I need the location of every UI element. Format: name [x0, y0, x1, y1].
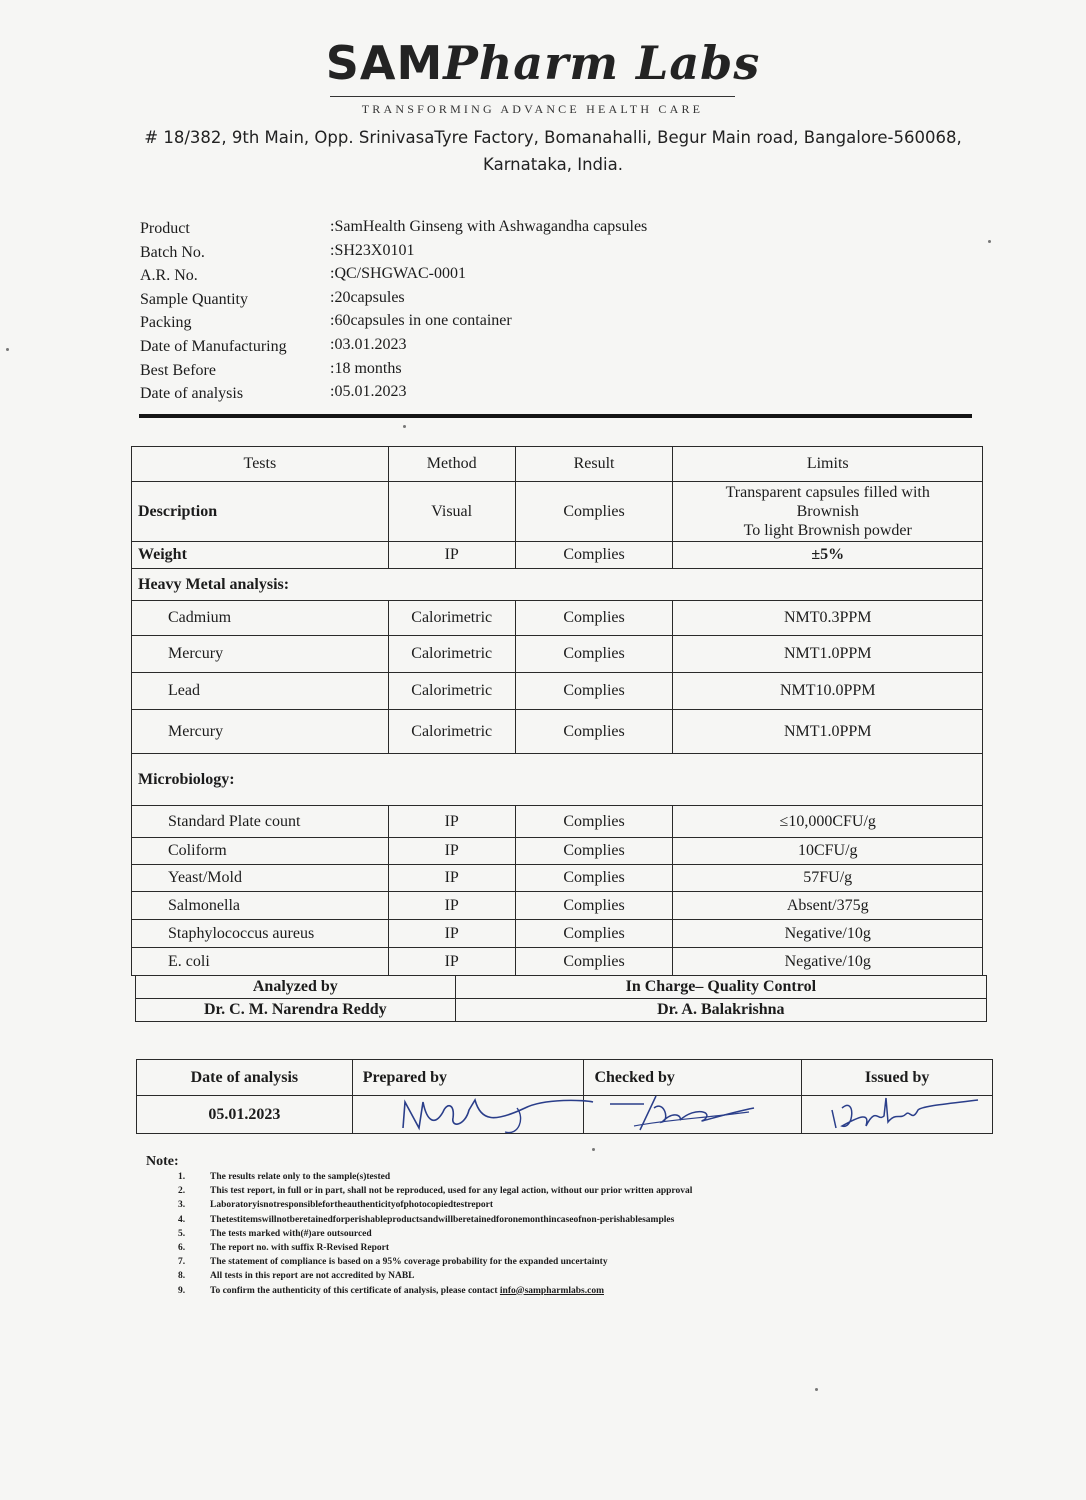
note-item: [146, 1172, 391, 1186]
section-divider: [139, 414, 972, 418]
test-limit: [673, 482, 983, 542]
test-method: IP: [388, 806, 515, 838]
signoff-label-row: [136, 976, 987, 999]
test-name: Staphylococcus aureus: [132, 920, 389, 948]
table-row: [132, 838, 983, 865]
info-label: Date of analysis: [140, 385, 244, 403]
microbiology-section-title: Microbiology:: [132, 754, 983, 806]
scan-speck: [592, 1148, 595, 1151]
test-result: Complies: [515, 892, 673, 920]
scan-speck: [988, 240, 991, 243]
test-name: Coliform: [132, 838, 389, 865]
header-tests: Tests: [132, 447, 389, 482]
test-method: Calorimetric: [388, 601, 515, 636]
prepared-by-signature: [395, 1092, 595, 1140]
info-value: :03.01.2023: [330, 335, 407, 353]
test-limit: 57FU/g: [673, 865, 983, 892]
address-line-2: Karnataka, India.: [483, 155, 623, 174]
test-method: IP: [388, 920, 515, 948]
test-limit: Absent/375g: [673, 892, 983, 920]
tagline-divider: [330, 96, 735, 97]
test-limit: Negative/10g: [673, 920, 983, 948]
note-item: [146, 1186, 693, 1200]
test-method: IP: [388, 838, 515, 865]
info-label: Best Before: [140, 361, 216, 379]
scan-speck: [6, 348, 9, 351]
table-row: [132, 542, 983, 569]
scan-speck: [403, 425, 406, 428]
note-number: 5.: [178, 1228, 186, 1239]
table-row: [132, 920, 983, 948]
heavy-metal-section-title: Heavy Metal analysis:: [132, 569, 983, 601]
test-result: Complies: [515, 806, 673, 838]
table-row: [132, 601, 983, 636]
table-row: [132, 710, 983, 754]
signoff-table: [135, 975, 987, 1022]
test-result: Complies: [515, 710, 673, 754]
note-text: The statement of compliance is based on a 95% coverage probability for the expanded uncertainty: [210, 1257, 608, 1268]
incharge-label: In Charge– Quality Control: [455, 976, 986, 999]
note-text: The tests marked with(#)are outsourced: [210, 1228, 372, 1239]
note-text: [210, 1286, 604, 1296]
test-method: Calorimetric: [388, 636, 515, 673]
date-of-analysis-label: Date of analysis: [137, 1060, 353, 1096]
header-result: Result: [515, 447, 673, 482]
test-result: Complies: [515, 636, 673, 673]
test-limit: NMT0.3PPM: [673, 601, 983, 636]
checked-by-signature: [604, 1090, 764, 1136]
test-method: IP: [388, 948, 515, 976]
test-name: Description: [132, 482, 389, 542]
note-item: [146, 1214, 675, 1229]
test-limit: NMT10.0PPM: [673, 673, 983, 710]
test-method: IP: [388, 865, 515, 892]
note-item: [146, 1285, 604, 1300]
table-row: [132, 673, 983, 710]
test-name: Salmonella: [132, 892, 389, 920]
note-number: 9.: [178, 1285, 186, 1296]
limit-line: To light Brownish powder: [743, 522, 912, 539]
note-text: This test report, in full or in part, shall not be reproduced, used for any legal action, without our prior written approval: [210, 1186, 693, 1197]
logo-bold-text: SAM: [325, 36, 444, 90]
test-limit: ±5%: [673, 542, 983, 569]
test-result: Complies: [515, 542, 673, 569]
test-result: Complies: [515, 601, 673, 636]
logo-script-text: Pharm Labs: [443, 36, 761, 90]
note-number: 3.: [178, 1200, 186, 1211]
header-limits: Limits: [673, 447, 983, 482]
test-name: Mercury: [132, 636, 389, 673]
note-item: [146, 1200, 494, 1214]
test-name: Weight: [132, 542, 389, 569]
table-row: [132, 948, 983, 976]
info-label: Date of Manufacturing: [140, 337, 287, 355]
test-name: Yeast/Mold: [132, 865, 389, 892]
note-item: [146, 1257, 608, 1271]
test-limit: Negative/10g: [673, 948, 983, 976]
test-method: Calorimetric: [388, 673, 515, 710]
table-row: [132, 482, 983, 542]
table-row: [132, 892, 983, 920]
checked-by-label: Checked by: [584, 1060, 802, 1096]
test-method: IP: [388, 542, 515, 569]
test-method: Visual: [388, 482, 515, 542]
test-limit: ≤10,000CFU/g: [673, 806, 983, 838]
analyzed-by-label: Analyzed by: [136, 976, 456, 999]
test-name: Mercury: [132, 710, 389, 754]
note-text: The report no. with suffix R-Revised Report: [210, 1242, 389, 1253]
test-name: Standard Plate count: [132, 806, 389, 838]
note-text: Thetestitemswillnotberetainedforperishableproductsandwillberetainedforonemonthincaseofnon-perishablesamples: [210, 1214, 675, 1225]
info-label: Sample Quantity: [140, 290, 248, 308]
issued-by-label: Issued by: [802, 1060, 993, 1096]
info-value: :20capsules: [330, 288, 405, 306]
limit-line: Brownish: [796, 503, 859, 520]
scan-speck: [815, 1388, 818, 1391]
note-text: Laboratoryisnotresponsiblefortheauthenticityofphotocopiedtestreport: [210, 1200, 494, 1211]
test-method: Calorimetric: [388, 710, 515, 754]
company-address: [120, 124, 986, 178]
test-name: E. coli: [132, 948, 389, 976]
note-text: The results relate only to the sample(s)tested: [210, 1172, 391, 1182]
info-label: Packing: [140, 314, 192, 332]
info-label: Product: [140, 220, 190, 237]
info-value: :QC/SHGWAC-0001: [330, 265, 467, 283]
prepared-by-label: Prepared by: [352, 1060, 584, 1096]
info-value: :18 months: [330, 359, 402, 377]
test-method: IP: [388, 892, 515, 920]
signoff-name-row: [136, 999, 987, 1022]
notes-section: [146, 1154, 693, 1300]
test-result: Complies: [515, 838, 673, 865]
note-item: [146, 1228, 372, 1243]
contact-email-link[interactable]: info@sampharmlabs.com: [499, 1285, 604, 1296]
note-number: 2.: [178, 1186, 186, 1197]
issued-by-signature: [826, 1086, 986, 1132]
test-result: Complies: [515, 482, 673, 542]
header-method: Method: [388, 447, 515, 482]
company-logo: [0, 36, 1086, 90]
test-limit: 10CFU/g: [673, 838, 983, 865]
note-text: All tests in this report are not accredited by NABL: [210, 1271, 415, 1282]
incharge-name: Dr. A. Balakrishna: [455, 999, 986, 1022]
note-item: [146, 1271, 415, 1285]
section-row: [132, 569, 983, 601]
test-name: Cadmium: [132, 601, 389, 636]
test-name: Lead: [132, 673, 389, 710]
date-of-analysis-value: 05.01.2023: [137, 1096, 353, 1134]
test-result: Complies: [515, 948, 673, 976]
info-value: :SH23X0101: [330, 241, 415, 259]
test-result: Complies: [515, 920, 673, 948]
note-number: 8.: [178, 1271, 186, 1282]
info-value: :05.01.2023: [330, 383, 407, 401]
table-row: [132, 806, 983, 838]
note-number: 7.: [178, 1257, 186, 1268]
table-row: [132, 636, 983, 673]
table-header-row: [132, 447, 983, 482]
section-row: [132, 754, 983, 806]
test-result: Complies: [515, 673, 673, 710]
note-text-body: To confirm the authenticity of this certificate of analysis, please contact: [210, 1285, 498, 1296]
info-label: A.R. No.: [140, 267, 198, 285]
test-result: Complies: [515, 865, 673, 892]
address-line-1: # 18/382, 9th Main, Opp. SrinivasaTyre Factory, Bomanahalli, Begur Main road, Bangalore-560068,: [144, 128, 962, 147]
test-limit: NMT1.0PPM: [673, 636, 983, 673]
note-number: 6.: [178, 1242, 186, 1253]
notes-title: Note:: [146, 1154, 179, 1169]
info-label: Batch No.: [140, 243, 205, 261]
limit-line: Transparent capsules filled with: [725, 484, 930, 501]
company-tagline: TRANSFORMING ADVANCE HEALTH CARE: [361, 102, 704, 116]
results-table: [131, 446, 983, 976]
info-value: :60capsules in one container: [330, 312, 512, 330]
note-number: 4.: [178, 1214, 186, 1225]
table-row: [132, 865, 983, 892]
info-value: :SamHealth Ginseng with Ashwagandha capsules: [330, 218, 648, 235]
note-number: 1.: [178, 1172, 186, 1182]
test-limit: NMT1.0PPM: [673, 710, 983, 754]
analyzed-by-name: Dr. C. M. Narendra Reddy: [136, 999, 456, 1022]
note-item: [146, 1242, 389, 1257]
